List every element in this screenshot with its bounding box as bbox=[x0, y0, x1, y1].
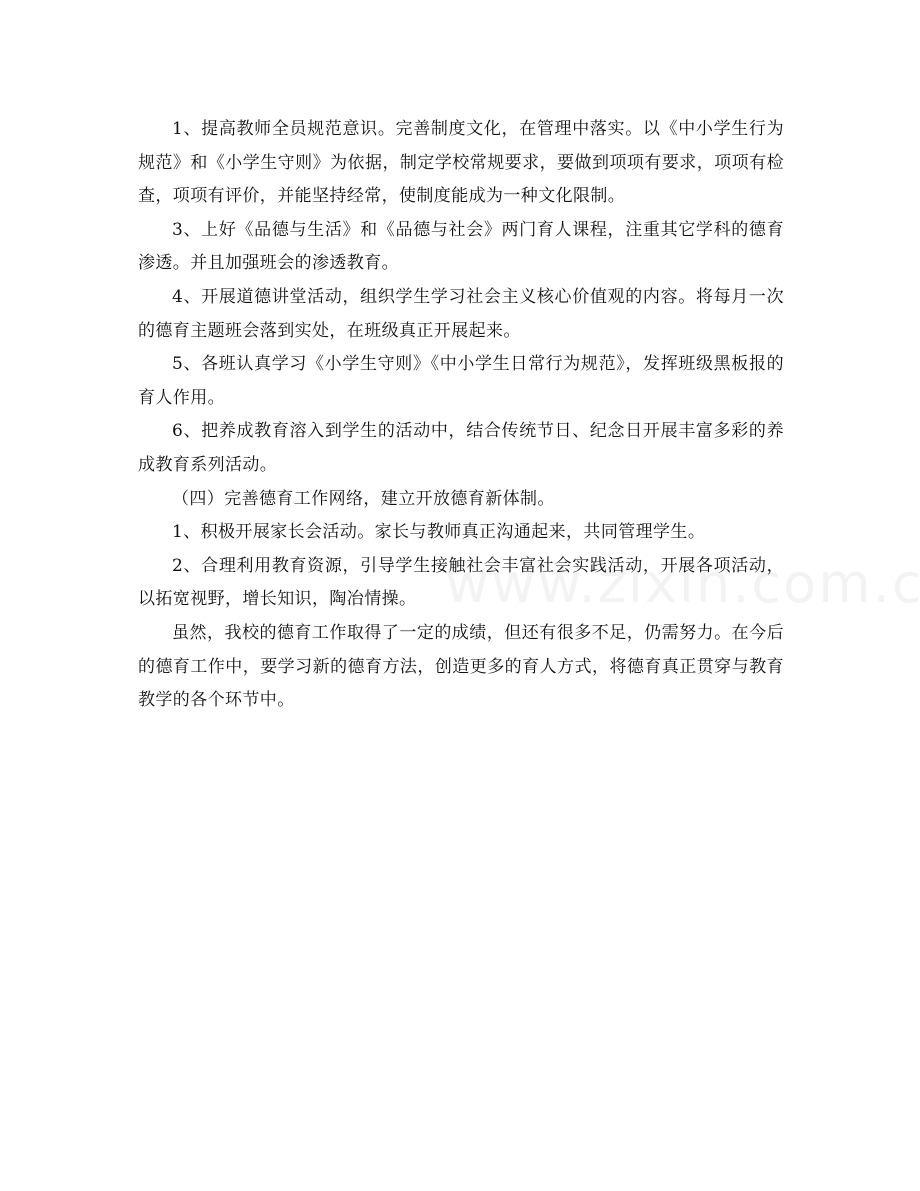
paragraph-moral-lecture-hall: 4、开展道德讲堂活动，组织学生学习社会主义核心价值观的内容。将每月一次的德育主题班会落到实处，在班级真正开展起来。 bbox=[138, 286, 784, 341]
document-body bbox=[138, 113, 784, 718]
paragraph-conclusion: 虽然，我校的德育工作取得了一定的成绩，但还有很多不足，仍需努力。在今后的德育工作中，要学习新的德育方法，创造更多的育人方式，将德育真正贯穿与教育教学的各个环节中。 bbox=[138, 622, 784, 711]
section-heading-four: （四）完善德育工作网络，建立开放德育新体制。 bbox=[172, 488, 555, 509]
paragraph-moral-courses: 3、上好《品德与生活》和《品德与社会》两门育人课程，注重其它学科的德育渗透。并且加强班会的渗透教育。 bbox=[138, 219, 784, 274]
paragraph-educational-resources: 2、合理利用教育资源，引导学生接触社会丰富社会实践活动，开展各项活动，以拓宽视野，增长知识，陶冶情操。 bbox=[138, 555, 784, 610]
paragraph-habit-education: 6、把养成教育溶入到学生的活动中，结合传统节日、纪念日开展丰富多彩的养成教育系列活动。 bbox=[138, 421, 784, 475]
paragraph-parent-meetings: 1、积极开展家长会活动。家长与教师真正沟通起来，共同管理学生。 bbox=[172, 522, 706, 543]
paragraph-class-study: 5、各班认真学习《小学生守则》《中小学生日常行为规范》，发挥班级黑板报的育人作用。 bbox=[138, 354, 784, 408]
paragraph-rules-awareness: 1、提高教师全员规范意识。完善制度文化，在管理中落实。以《中小学生行为规范》和《小学生守则》为依据，制定学校常规要求，要做到项项有要求，项项有检查，项项有评价，并能坚持经常，使制度能成为一种文化限制。 bbox=[138, 119, 784, 207]
